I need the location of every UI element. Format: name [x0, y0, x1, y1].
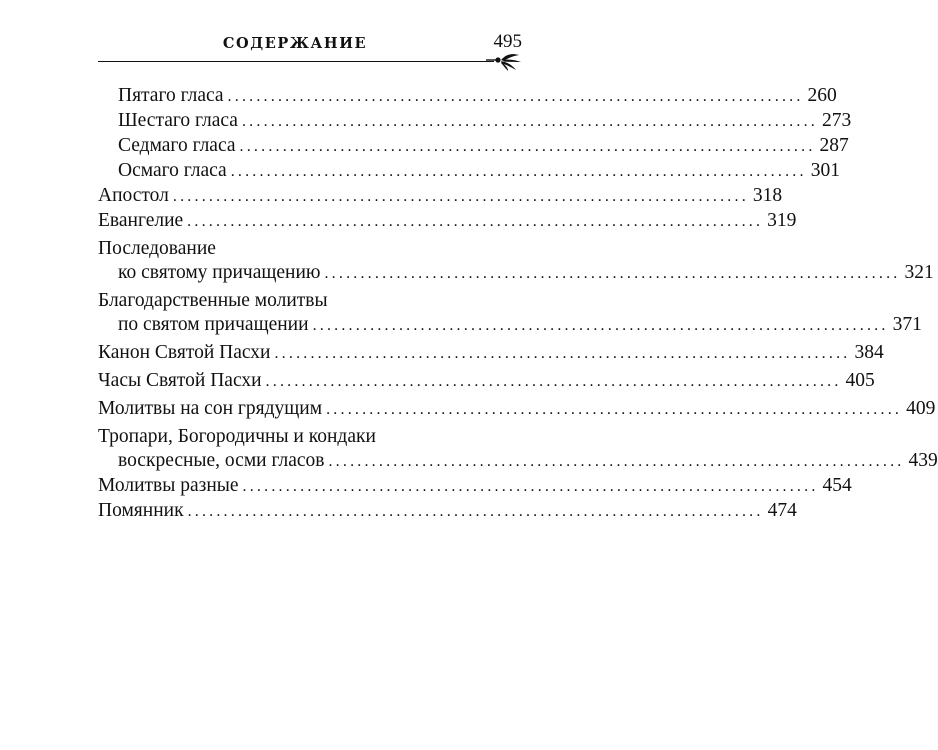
- toc-row: [98, 84, 837, 109]
- toc-entry-page: 321: [904, 262, 934, 283]
- toc-entry-title-continued: по святом причащении: [118, 314, 309, 335]
- toc-entry-title: Апостол: [98, 185, 169, 206]
- toc-row: [98, 474, 852, 499]
- toc-entry-title-continued: ко святому причащению: [118, 262, 321, 283]
- toc-entry-page: 384: [854, 342, 884, 363]
- toc-row: [98, 209, 797, 234]
- toc-entry-page: 301: [810, 160, 840, 181]
- toc-row: [98, 313, 922, 338]
- toc-entry: [98, 134, 849, 159]
- toc-row: [98, 449, 938, 474]
- toc-entry-page: 371: [892, 314, 922, 335]
- dot-leader: ................................................................................: [274, 345, 851, 362]
- toc-entry-title-continued: воскресные, осми гласов: [118, 450, 325, 471]
- toc-entry: [98, 109, 852, 134]
- toc-row: [98, 261, 934, 286]
- toc-entry-title: Часы Святой Пасхи: [98, 370, 262, 391]
- toc-entry: [98, 237, 934, 286]
- toc-entry-title: Помянник: [98, 500, 184, 521]
- toc-row: [98, 159, 840, 184]
- toc-entry: [98, 397, 936, 422]
- dot-leader: ................................................................................: [242, 478, 819, 495]
- toc-entry: [98, 209, 797, 234]
- dot-leader: ................................................................................: [230, 163, 807, 180]
- toc-entry-page: 474: [767, 500, 797, 521]
- toc-row: [98, 109, 852, 134]
- dot-leader: ................................................................................: [187, 503, 764, 520]
- toc-entry: [98, 474, 852, 499]
- toc-row: [98, 397, 936, 422]
- toc-row: [98, 184, 783, 209]
- header-rule: [98, 61, 494, 62]
- toc-row: [98, 341, 884, 366]
- toc-entry-title: Седмаго гласа: [118, 135, 236, 156]
- dot-leader: ................................................................................: [187, 213, 764, 230]
- toc-entry-page: 319: [767, 210, 797, 231]
- dot-leader: ................................................................................: [312, 317, 889, 334]
- toc-entry-page: 409: [906, 398, 936, 419]
- ornament-icon: [486, 52, 522, 72]
- toc-entry: [98, 369, 875, 394]
- toc-entry-title: Благодарственные молитвы: [98, 290, 328, 311]
- toc-entry-page: 454: [822, 475, 852, 496]
- toc-entry: [98, 184, 783, 209]
- toc-entry: [98, 289, 922, 338]
- toc-entry-page: 273: [821, 110, 852, 131]
- toc-entry-title: Последование: [98, 238, 216, 259]
- toc-row: [98, 289, 476, 313]
- toc-entry-title: Молитвы разные: [98, 475, 239, 496]
- toc-entry-title: Евангелие: [98, 210, 184, 231]
- table-of-contents: [98, 84, 938, 524]
- toc-row: [98, 134, 849, 159]
- dot-leader: ................................................................................: [227, 88, 804, 105]
- toc-entry-title: Пятаго гласа: [118, 85, 224, 106]
- toc-entry-page: 439: [908, 450, 938, 471]
- toc-entry-page: 318: [752, 185, 783, 206]
- toc-entry-title: Тропари, Богородичны и кондаки: [98, 426, 376, 447]
- toc-entry: [98, 341, 884, 366]
- dot-leader: ................................................................................: [239, 138, 816, 155]
- dot-leader: ................................................................................: [172, 188, 749, 205]
- page-number: 495: [493, 31, 522, 52]
- toc-entry: [98, 499, 797, 524]
- toc-entry: [98, 84, 837, 109]
- dot-leader: ................................................................................: [328, 453, 905, 470]
- toc-row: [98, 499, 797, 524]
- toc-entry-page: 287: [819, 135, 849, 156]
- page-title: СОДЕРЖАНИЕ: [222, 35, 368, 52]
- toc-entry-page: 260: [807, 85, 837, 106]
- dot-leader: ................................................................................: [265, 373, 842, 390]
- toc-row: [98, 237, 476, 261]
- toc-entry-page: 405: [845, 370, 875, 391]
- toc-entry-title: Шестаго гласа: [118, 110, 238, 131]
- toc-row: [98, 369, 875, 394]
- toc-entry-title: Молитвы на сон грядущим: [98, 398, 323, 419]
- dot-leader: ................................................................................: [324, 265, 901, 282]
- toc-entry-title: Осмаго гласа: [118, 160, 227, 181]
- toc-entry: [98, 159, 840, 184]
- dot-leader: ................................................................................: [326, 401, 903, 418]
- running-header: [98, 30, 522, 70]
- toc-row: [98, 425, 476, 449]
- toc-entry: [98, 425, 938, 474]
- dot-leader: ................................................................................: [241, 113, 818, 130]
- toc-entry-title: Канон Святой Пасхи: [98, 342, 271, 363]
